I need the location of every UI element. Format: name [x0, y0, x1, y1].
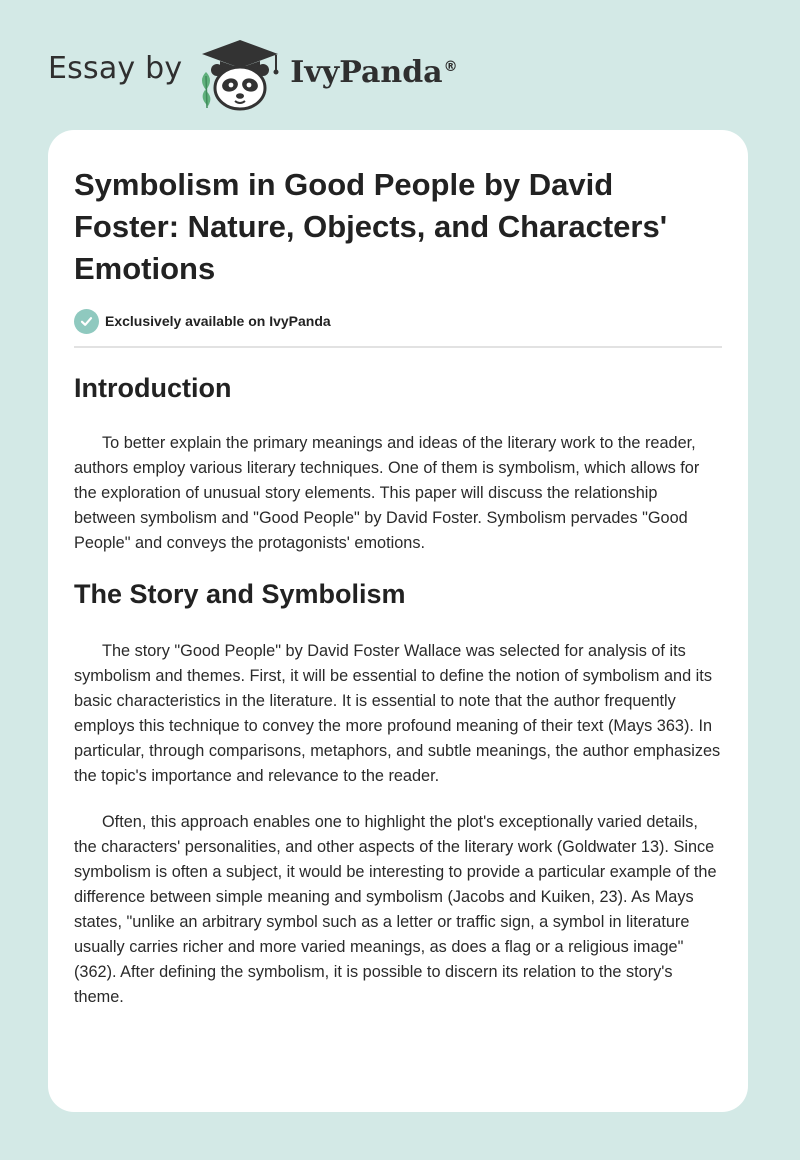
- essay-by-label: Essay by: [48, 50, 183, 86]
- section-story-and-symbolism: [74, 577, 722, 1010]
- paragraph: To better explain the primary meanings and ideas of the literary work to the reader, authors employ various literary techniques. One of them is symbolism, which allows for the exploration of unusual story elements. This paper will discuss the relationship between symbolism and "Good People" by David Foster. Symbolism pervades "Good People" and conveys the protagonists' emotions.: [74, 434, 700, 552]
- section-heading: Introduction: [74, 373, 232, 403]
- brand-header[interactable]: [48, 36, 458, 112]
- section-heading: The Story and Symbolism: [74, 579, 406, 609]
- exclusive-label: Exclusively available on IvyPanda: [105, 313, 331, 329]
- essay-card: [48, 130, 748, 1112]
- registered-mark: ®: [443, 58, 458, 75]
- page-title: Symbolism in Good People by David Foster: Nature, Objects, and Characters' Emotions: [74, 167, 668, 286]
- check-circle-icon: [74, 309, 99, 334]
- paragraph: Often, this approach enables one to highlight the plot's exceptionally varied details, the characters' personalities, and other aspects of the literary work (Goldwater 13). Since symbolism is often a subject, it would be interesting to provide a particular example of the difference between simple meaning and symbolism (Jacobs and Kuiken, 23). As Mays states, "unlike an arbitrary symbol such as a letter or traffic sign, a symbol in literature usually carries richer and more varied meanings, as does a flag or a religious image" (362). After defining the symbolism, it is possible to discern its relation to the story's theme.: [74, 813, 717, 1006]
- exclusive-badge: [74, 308, 722, 334]
- panda-graduation-cap-icon: [196, 36, 284, 112]
- section-introduction: [74, 371, 722, 556]
- paragraph: The story "Good People" by David Foster Wallace was selected for analysis of its symbolism and themes. First, it will be essential to define the notion of symbolism and its basic characteristics in the literature. It is essential to note that the author frequently employs this technique to convey the more profound meaning of their text (Mays 363). In particular, through comparisons, metaphors, and subtle meanings, the author emphasizes the topic's importance and relevance to the reader.: [74, 642, 721, 785]
- title-divider: [74, 346, 722, 348]
- brand-name: IvyPanda®: [290, 54, 458, 90]
